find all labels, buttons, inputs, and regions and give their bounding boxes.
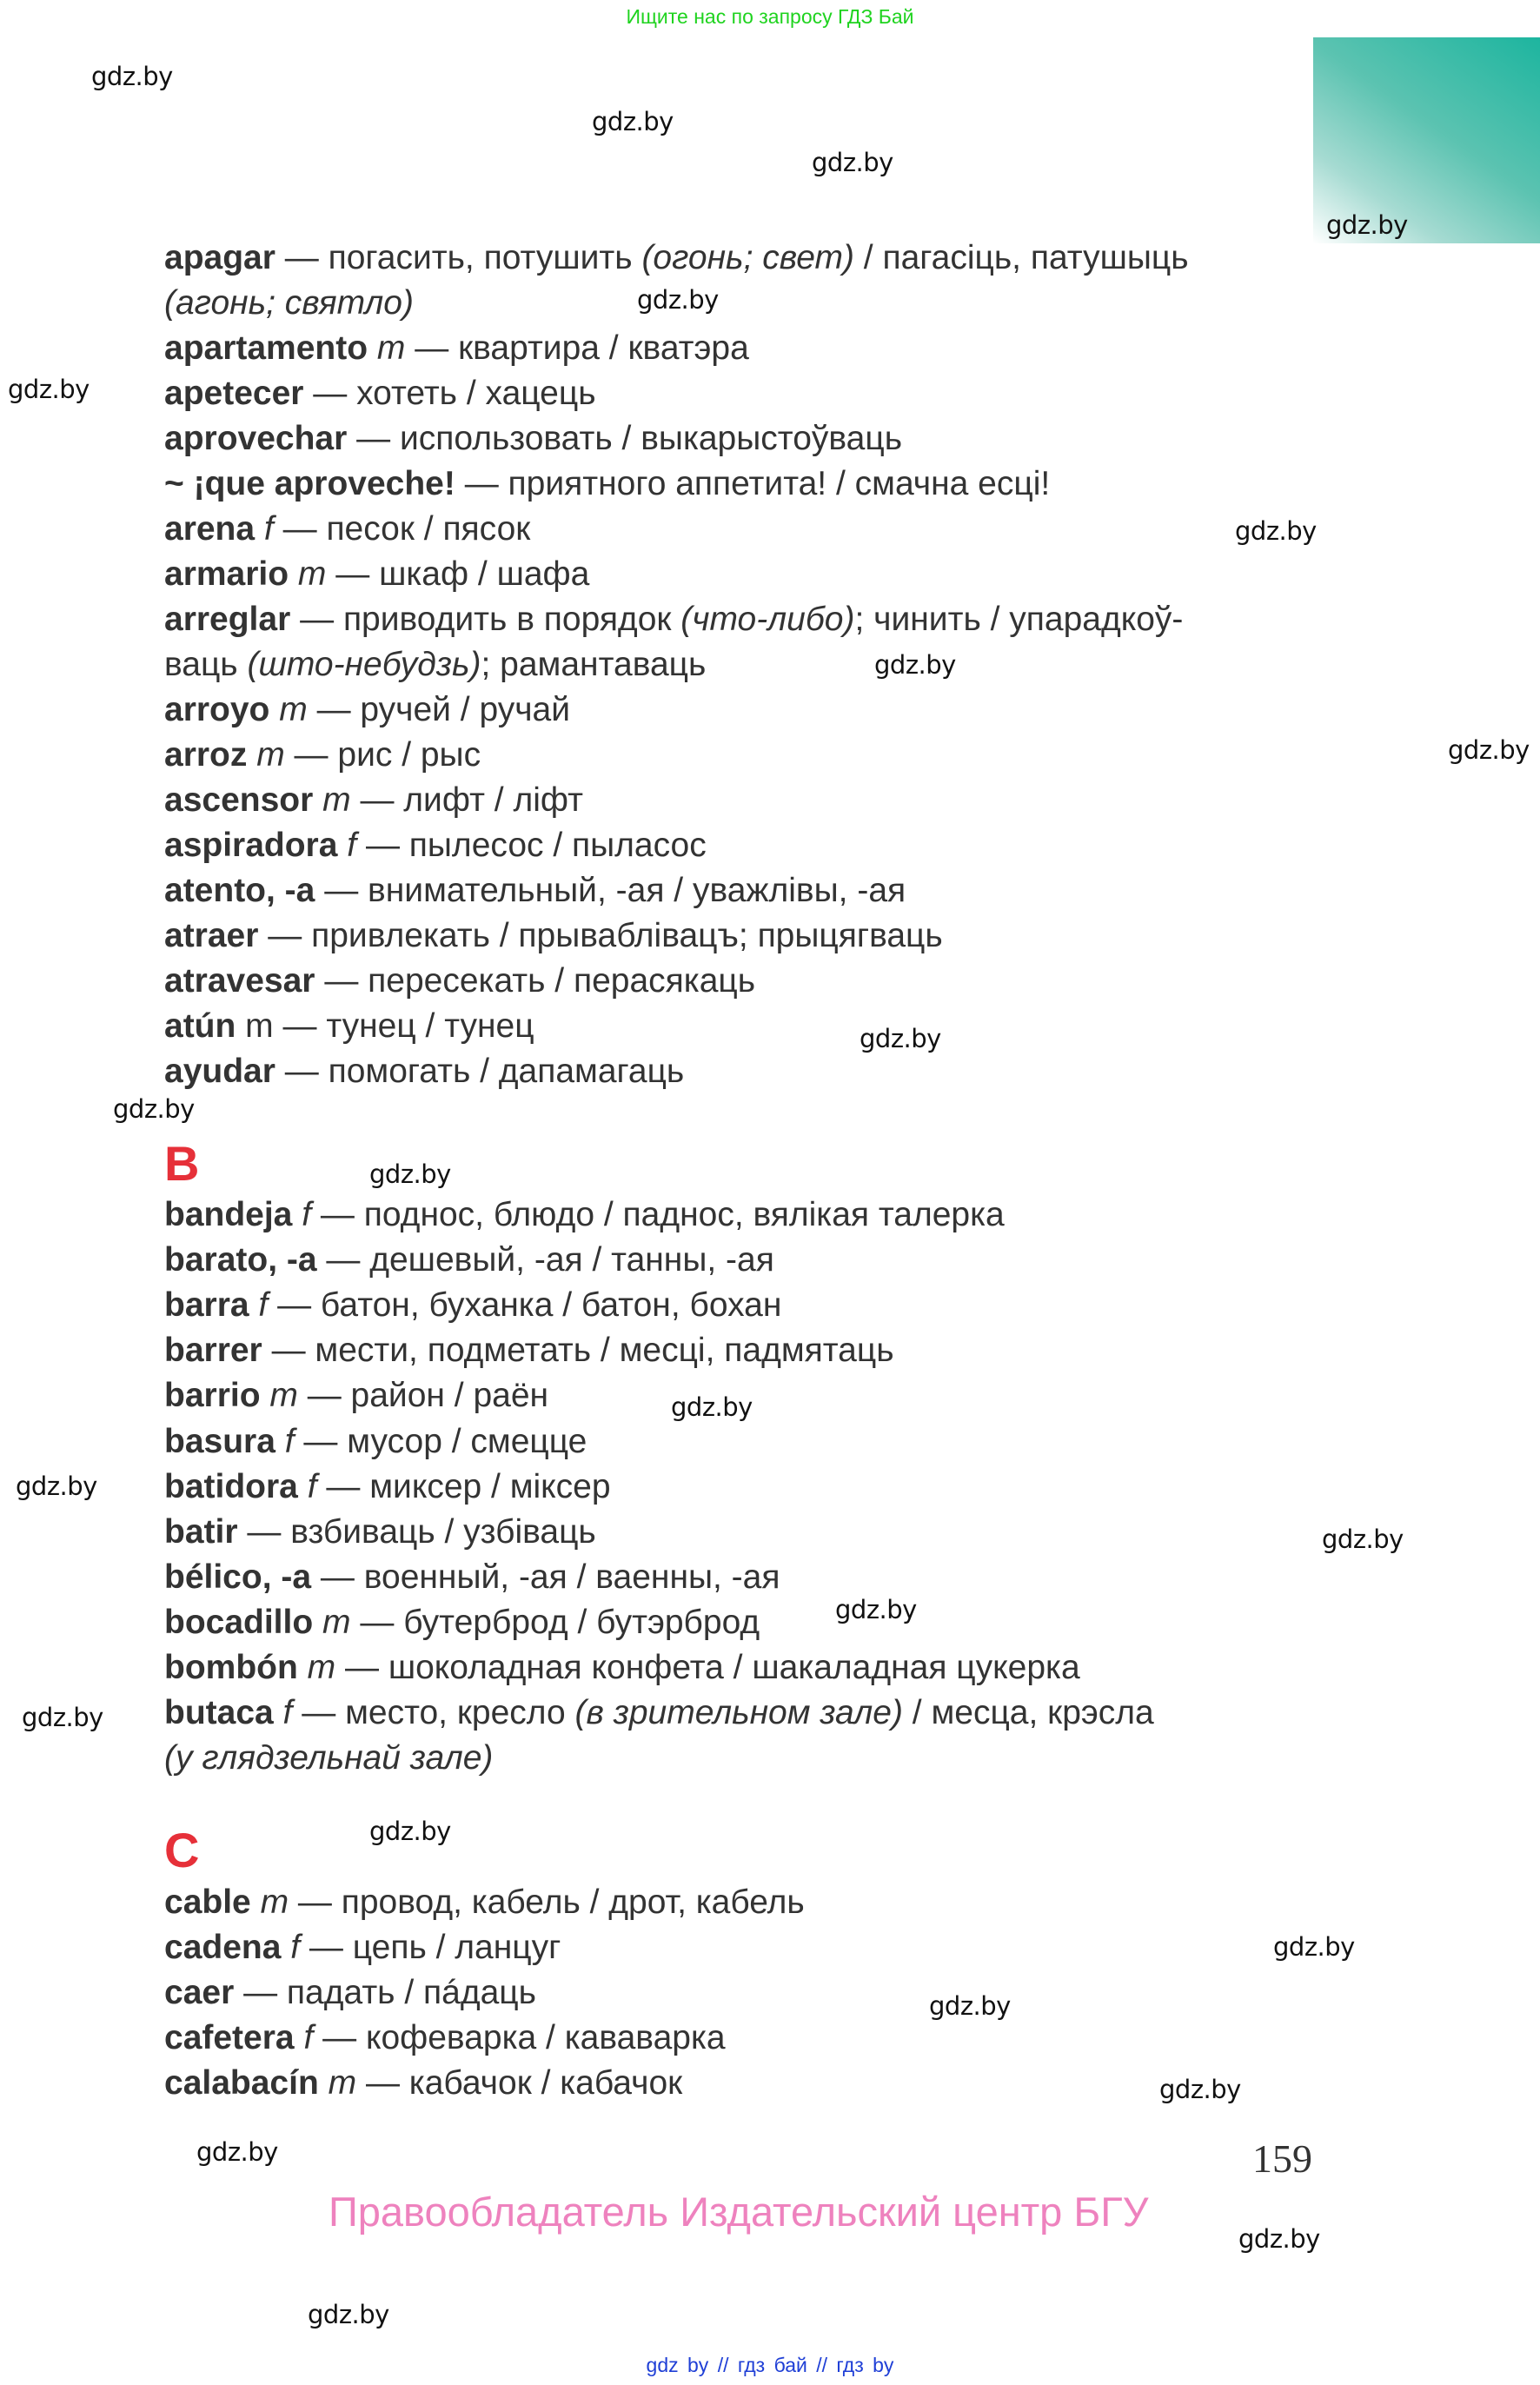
watermark: gdz.by: [637, 285, 719, 315]
watermark: gdz.by: [22, 1703, 103, 1732]
translation: мести, подметать / месці, падмятаць: [315, 1332, 894, 1370]
translation: миксер / міксер: [369, 1467, 611, 1505]
dictionary-entry: cadena f — цепь / ланцуг: [164, 1929, 561, 1966]
translation: военный, -ая / ваенны, -ая: [363, 1558, 780, 1596]
headword: ayudar: [164, 1053, 275, 1090]
translation: / месца, крэсла: [902, 1694, 1154, 1732]
dictionary-entry: bélico, -a — военный, -ая / ваенны, -ая: [164, 1558, 780, 1596]
translation: взбиваць / узбіваць: [290, 1512, 596, 1551]
gender-marker: m: [279, 691, 308, 728]
dictionary-entry: bocadillo m — бутерброд / бутэрброд: [164, 1603, 760, 1641]
translation: поднос, блюдо / паднос, вялікая талерка: [363, 1196, 1005, 1233]
gender-marker: f: [347, 827, 357, 864]
translation: ; рамантаваць: [481, 646, 707, 683]
translation: тунец / тунец: [326, 1007, 534, 1045]
translation: падать / пáдаць: [286, 1974, 536, 2011]
headword: armario: [164, 555, 289, 593]
headword: aspiradora: [164, 827, 338, 864]
headword: arena: [164, 510, 256, 548]
dictionary-entry: barrio m — район / раён: [164, 1377, 549, 1415]
headword: bélico, -a: [164, 1558, 312, 1596]
dictionary-entry: arena f — песок / пясок: [164, 510, 531, 548]
dictionary-entry: [164, 642, 706, 688]
gender-marker: m: [376, 329, 406, 367]
headword: atravesar: [164, 962, 315, 1000]
dictionary-entry: calabacín m — кабачок / кабачок: [164, 2064, 683, 2102]
headword: cafetera: [164, 2019, 295, 2056]
headword: butaca: [164, 1694, 274, 1732]
dictionary-entry: ascensor m — лифт / ліфт: [164, 781, 583, 819]
dictionary-entry: barra f — батон, буханка / батон, бохан: [164, 1286, 782, 1325]
translation: кофеварка / кававарка: [365, 2019, 726, 2056]
headword: arroz: [164, 736, 248, 774]
translation: использовать / выкарыстоўваць: [399, 420, 903, 457]
translation: место, кресло: [345, 1694, 575, 1732]
dictionary-entry: apetecer — хотеть / хацець: [164, 375, 596, 412]
watermark: gdz.by: [8, 375, 90, 404]
gender-marker: f: [307, 1467, 317, 1505]
gender-marker: m: [322, 781, 351, 819]
dictionary-entry: apartamento m — квартира / кватэра: [164, 329, 749, 367]
translation: приятного аппетита! / смачна есці!: [508, 465, 1051, 502]
usage-note: (агонь; святло): [164, 284, 414, 322]
dictionary-entry: atún m — тунец / тунец: [164, 1007, 534, 1045]
section-letter-b: B: [164, 1136, 200, 1191]
watermark: gdz.by: [308, 2300, 389, 2329]
watermark: gdz.by: [113, 1094, 195, 1124]
translation: шоколадная конфета / шакаладная цукерка: [388, 1649, 1080, 1686]
headword: caer: [164, 1974, 235, 2011]
translation: привлекать / прываблівацъ; прыцягваць: [311, 917, 943, 954]
headword: bocadillo: [164, 1603, 314, 1641]
translation: пылесос / пыласос: [408, 827, 707, 864]
page-number: 159: [1252, 2136, 1312, 2181]
dictionary-entry: bombón m — шоколадная конфета / шакаладная цукерка: [164, 1649, 1080, 1686]
translation: ; чинить / упарадкоў-: [854, 601, 1184, 638]
gender-marker: f: [302, 1196, 312, 1233]
headword: apartamento: [164, 329, 368, 367]
gender-marker: f: [303, 2019, 314, 2056]
translation: помогать / дапамагаць: [328, 1053, 685, 1090]
dictionary-entry: arroyo m — ручей / ручай: [164, 691, 571, 728]
watermark: gdz.by: [91, 62, 173, 91]
dictionary-entry: atravesar — пересекать / перасякаць: [164, 962, 756, 1000]
translation: батон, буханка / батон, бохан: [320, 1286, 782, 1325]
gender-marker: f: [284, 1422, 295, 1460]
gender-marker: f: [263, 510, 274, 548]
gender-marker: f: [290, 1929, 301, 1966]
dictionary-entry: batir — взбиваць / узбіваць: [164, 1512, 596, 1551]
watermark: gdz.by: [874, 650, 956, 680]
headword: batidora: [164, 1467, 298, 1505]
dictionary-entry: aprovechar — использовать / выкарыстоўваць: [164, 420, 903, 457]
translation: бутерброд / бутэрброд: [403, 1603, 760, 1641]
dictionary-entry: barato, -a — дешевый, -ая / танны, -ая: [164, 1241, 774, 1279]
headword: barra: [164, 1286, 249, 1325]
headword: bandeja: [164, 1196, 293, 1233]
headword: ascensor: [164, 781, 314, 819]
watermark: gdz.by: [592, 107, 674, 136]
usage-note: (што-небудзь): [247, 646, 481, 683]
translation: ручей / ручай: [360, 691, 571, 728]
headword: cable: [164, 1883, 251, 1921]
dictionary-entry: [164, 1736, 493, 1781]
gender-marker: f: [282, 1694, 293, 1732]
gender-marker: m: [260, 1883, 289, 1921]
headword: atún: [164, 1007, 236, 1045]
watermark: gdz.by: [1322, 1525, 1404, 1554]
translation: песок / пясок: [326, 510, 531, 548]
gender-marker: m: [269, 1377, 298, 1415]
headword: barrer: [164, 1332, 262, 1370]
translation: кабачок / кабачок: [408, 2064, 683, 2102]
gender-marker: m: [297, 555, 327, 593]
dictionary-entry: barrer — мести, подметать / месці, падмятаць: [164, 1332, 894, 1370]
dictionary-entry: atento, -a — внимательный, -ая / уважлівы, -ая: [164, 872, 906, 909]
headword: cadena: [164, 1929, 282, 1966]
dictionary-entry: [164, 281, 414, 326]
footer-links[interactable]: gdz by // гдз бай // гдз by: [646, 2354, 894, 2376]
headword: ~ ¡que aproveche!: [164, 465, 455, 502]
watermark: gdz.by: [1273, 1932, 1355, 1962]
dictionary-entry: atraer — привлекать / прываблівацъ; прыцягваць: [164, 917, 943, 954]
translation: цепь / ланцуг: [352, 1929, 561, 1966]
headword: calabacín: [164, 2064, 319, 2102]
headword: arreglar: [164, 601, 291, 638]
headword: atraer: [164, 917, 259, 954]
headword: barrio: [164, 1377, 261, 1415]
watermark: gdz.by: [369, 1159, 451, 1189]
watermark: gdz.by: [1235, 516, 1317, 546]
copyright-notice: Правообладатель Издательский центр БГУ: [329, 2189, 1149, 2235]
dictionary-entry: basura f — мусор / смецце: [164, 1422, 587, 1460]
section-letter-c: C: [164, 1823, 200, 1877]
translation: провод, кабель / дрот, кабель: [341, 1883, 805, 1921]
watermark: gdz.by: [1326, 210, 1408, 240]
gender-marker: m: [245, 1007, 274, 1045]
dictionary-entry: ~ ¡que aproveche! — приятного аппетита! / смачна есці!: [164, 465, 1051, 502]
watermark: gdz.by: [1238, 2224, 1320, 2254]
translation: погасить, потушить: [328, 239, 642, 276]
translation: квартира / кватэра: [458, 329, 749, 367]
gender-marker: m: [328, 2064, 357, 2102]
headword: bombón: [164, 1649, 298, 1686]
translation: рис / рыс: [337, 736, 481, 774]
usage-note: (у глядзельнай зале): [164, 1739, 494, 1777]
headword: barato, -a: [164, 1241, 317, 1279]
translation: мусор / смецце: [347, 1422, 587, 1460]
dictionary-entry: ayudar — помогать / дапамагаць: [164, 1053, 685, 1090]
dictionary-entry: aspiradora f — пылесос / пыласос: [164, 827, 707, 864]
translation: ваць: [164, 646, 248, 683]
translation: хотеть / хацець: [356, 375, 596, 412]
watermark: gdz.by: [16, 1472, 97, 1501]
translation: внимательный, -ая / уважлівы, -ая: [368, 872, 906, 909]
watermark: gdz.by: [835, 1595, 917, 1624]
watermark: gdz.by: [812, 148, 893, 177]
headword: batir: [164, 1512, 238, 1551]
gender-marker: m: [307, 1649, 336, 1686]
dictionary-entry: arreglar — приводить в порядок (что-либо); чинить / упарадкоў-: [164, 601, 1184, 638]
watermark: gdz.by: [196, 2137, 278, 2167]
gender-marker: m: [256, 736, 285, 774]
headword: atento, -a: [164, 872, 315, 909]
gender-marker: f: [258, 1286, 269, 1325]
headword: apetecer: [164, 375, 304, 412]
dictionary-entry: apagar — погасить, потушить (огонь; свет) / пагасіць, патушыць: [164, 239, 1189, 276]
dictionary-entry: bandeja f — поднос, блюдо / паднос, вялікая талерка: [164, 1196, 1005, 1233]
watermark: gdz.by: [671, 1392, 753, 1422]
dictionary-entry: butaca f — место, кресло (в зрительном зале) / месца, крэсла: [164, 1694, 1154, 1732]
watermark: gdz.by: [369, 1817, 451, 1846]
usage-note: (что-либо): [680, 601, 855, 638]
gender-marker: m: [322, 1603, 351, 1641]
translation: шкаф / шафа: [379, 555, 590, 593]
headword: arroyo: [164, 691, 270, 728]
translation: приводить в порядок: [342, 601, 681, 638]
translation: лифт / ліфт: [403, 781, 583, 819]
translation: дешевый, -ая / танны, -ая: [369, 1241, 774, 1279]
usage-note: (огонь; свет): [641, 239, 854, 276]
headword: aprovechar: [164, 420, 348, 457]
translation: пересекать / перасякаць: [368, 962, 756, 1000]
dictionary-entry: batidora f — миксер / міксер: [164, 1467, 611, 1505]
translation: район / раён: [350, 1377, 549, 1415]
watermark: gdz.by: [1159, 2075, 1241, 2104]
headword: basura: [164, 1422, 275, 1460]
search-banner: Ищите нас по запросу ГДЗ Бай: [626, 5, 914, 28]
watermark: gdz.by: [929, 1991, 1011, 2021]
usage-note: (в зрительном зале): [574, 1694, 903, 1732]
dictionary-entry: cafetera f — кофеварка / кававарка: [164, 2019, 726, 2056]
dictionary-entry: cable m — провод, кабель / дрот, кабель: [164, 1883, 805, 1921]
headword: apagar: [164, 239, 275, 276]
translation: / пагасіць, патушыць: [853, 239, 1189, 276]
dictionary-entry: armario m — шкаф / шафа: [164, 555, 590, 593]
watermark: gdz.by: [860, 1024, 941, 1053]
dictionary-entry: arroz m — рис / рыс: [164, 736, 481, 774]
watermark: gdz.by: [1448, 735, 1530, 765]
dictionary-entry: caer — падать / пáдаць: [164, 1974, 536, 2011]
